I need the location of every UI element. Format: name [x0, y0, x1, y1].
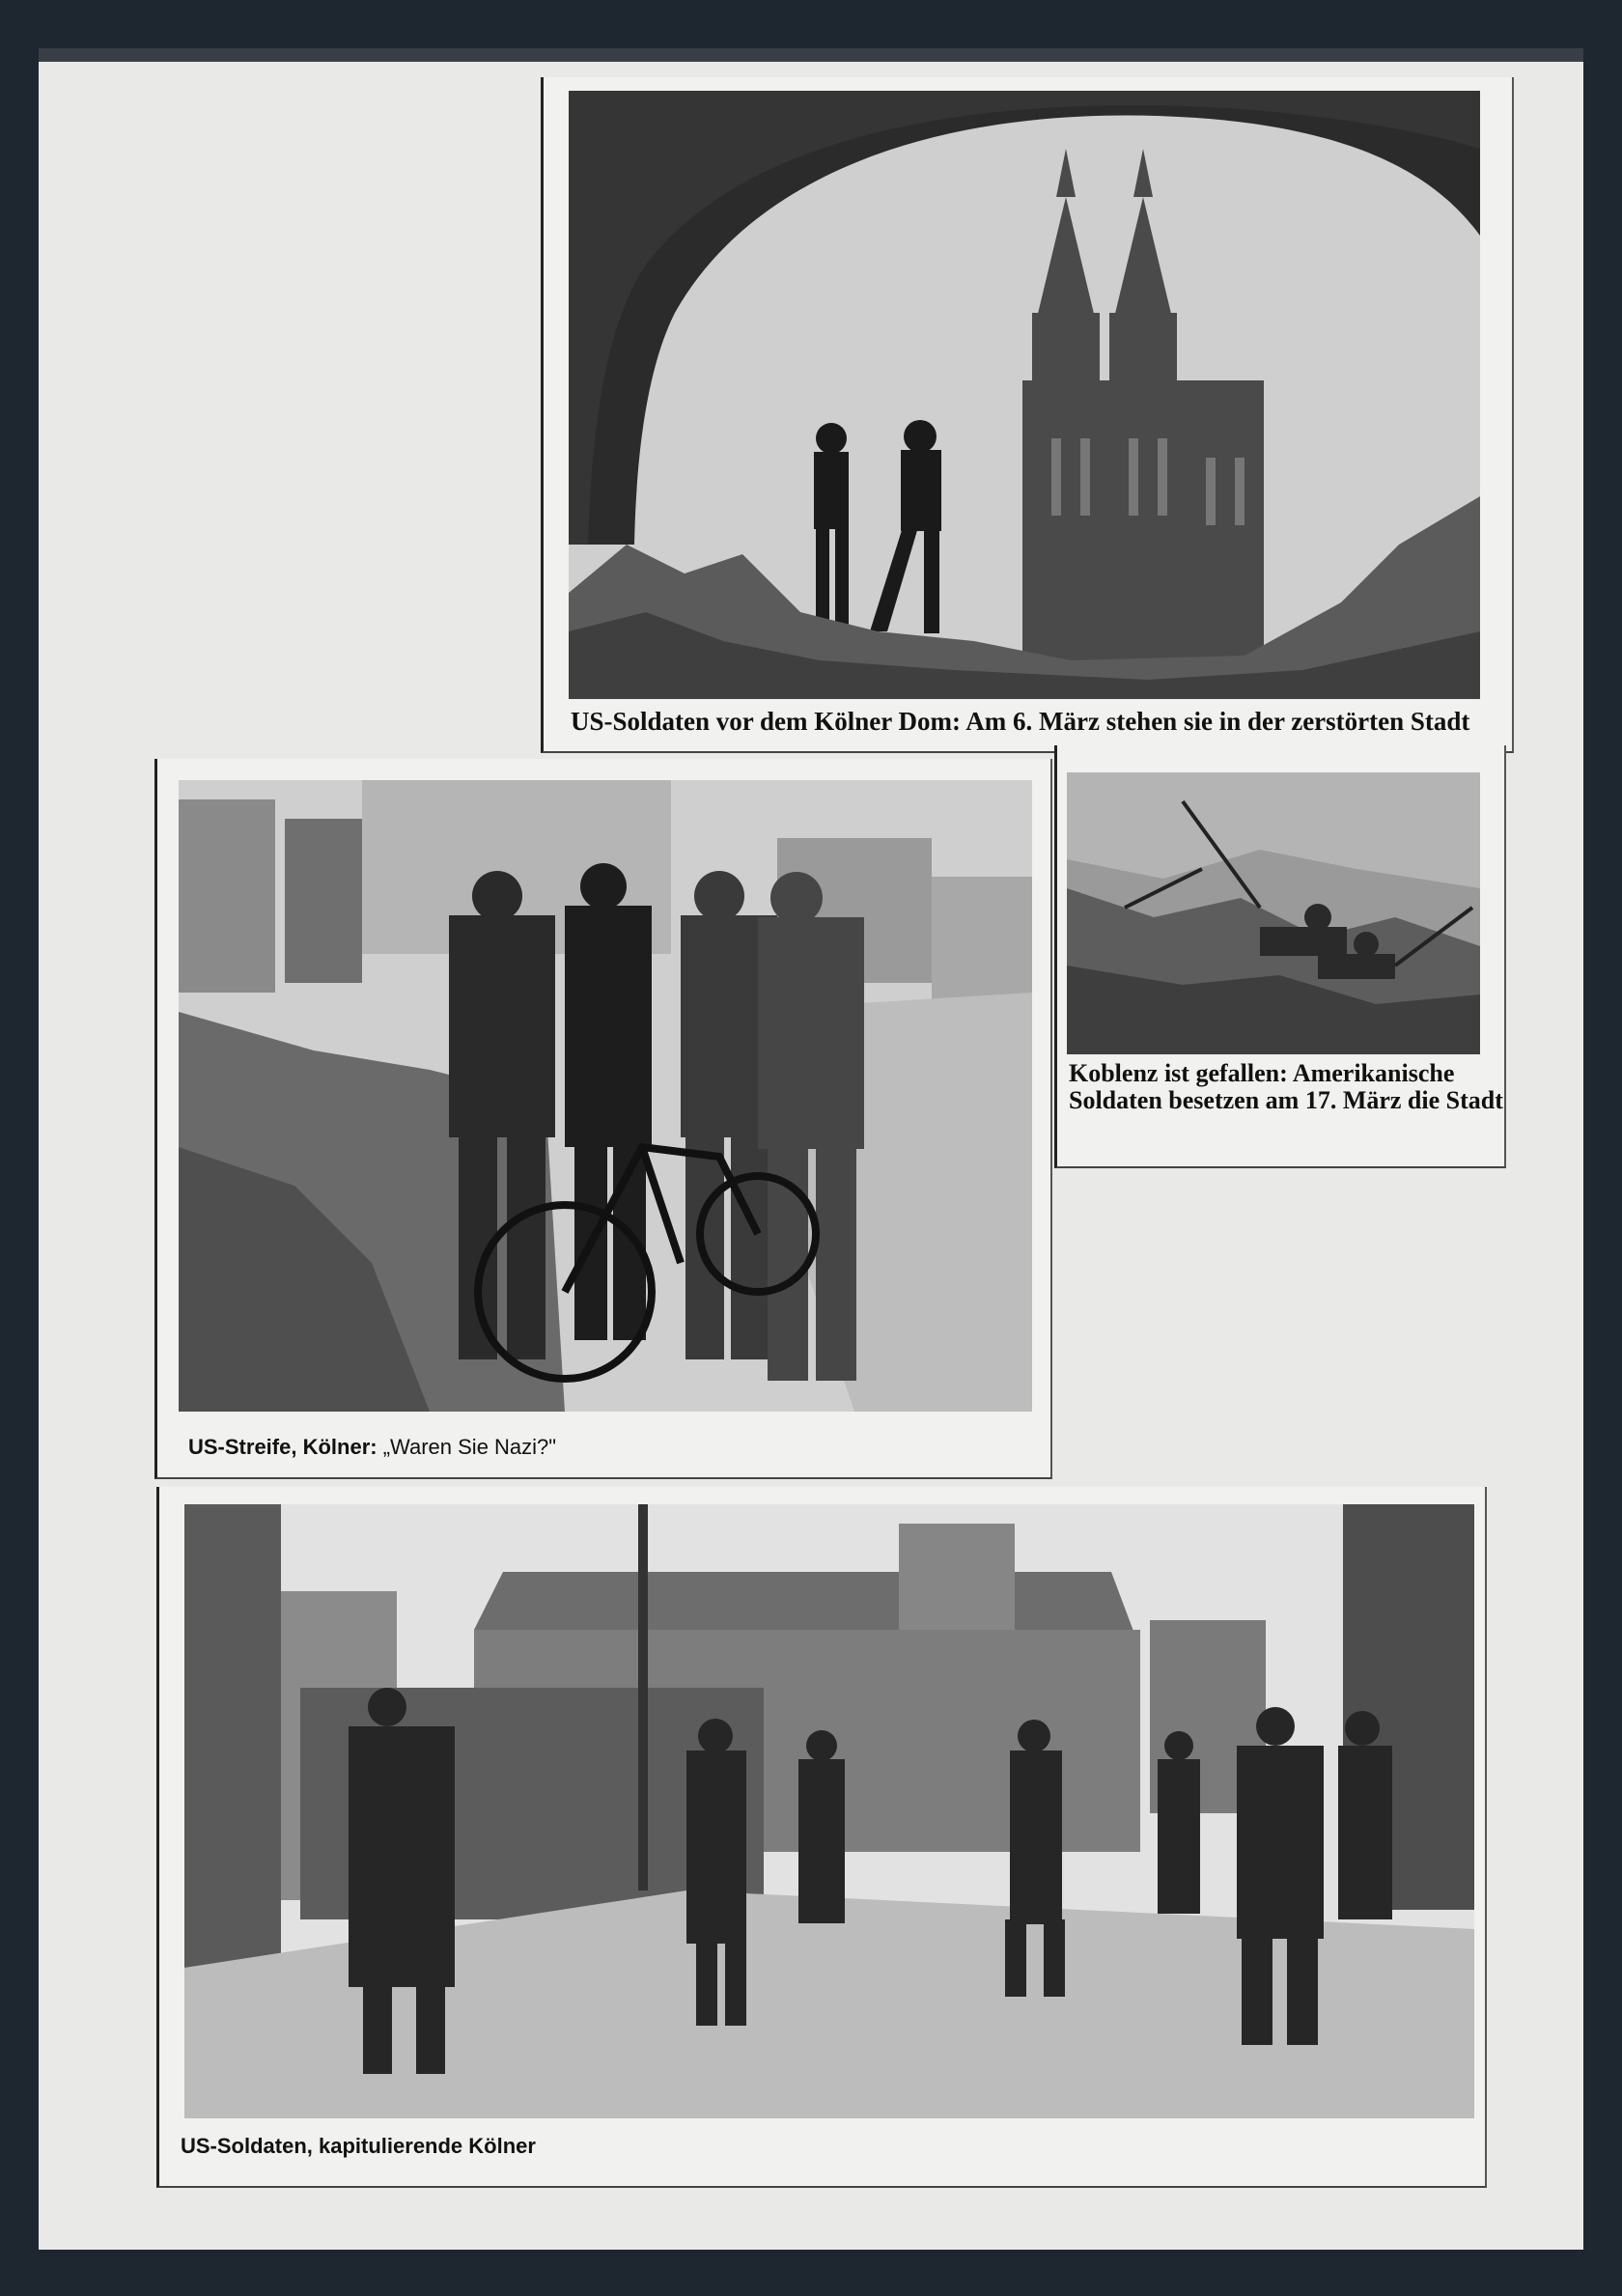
- photo-cathedral: [569, 91, 1480, 699]
- caption-cathedral: US-Soldaten vor dem Kölner Dom: Am 6. März stehen sie in der zerstörten Stadt: [571, 707, 1470, 736]
- caption-koblenz: [1069, 1060, 1503, 1114]
- caption-capitulation: US-Soldaten, kapitulierende Kölner: [181, 2134, 536, 2158]
- caption-patrol-bold: US-Streife, Kölner:: [188, 1435, 378, 1459]
- caption-koblenz-line-1: Koblenz ist gefallen: Amerikanische: [1069, 1059, 1455, 1087]
- photo-frame-capitulation: [156, 1487, 1487, 2188]
- photo-frame-patrol: [154, 759, 1052, 1479]
- caption-patrol-quote: „Waren Sie Nazi?": [382, 1435, 557, 1459]
- caption-koblenz-line-2: Soldaten besetzen am 17. März die Stadt: [1069, 1086, 1503, 1114]
- photo-koblenz: [1067, 772, 1480, 1054]
- caption-patrol: [188, 1435, 556, 1460]
- photo-patrol: [179, 780, 1032, 1412]
- photo-frame-cathedral: [541, 77, 1514, 753]
- photo-frame-koblenz: [1054, 745, 1506, 1168]
- photo-capitulation: [184, 1504, 1474, 2118]
